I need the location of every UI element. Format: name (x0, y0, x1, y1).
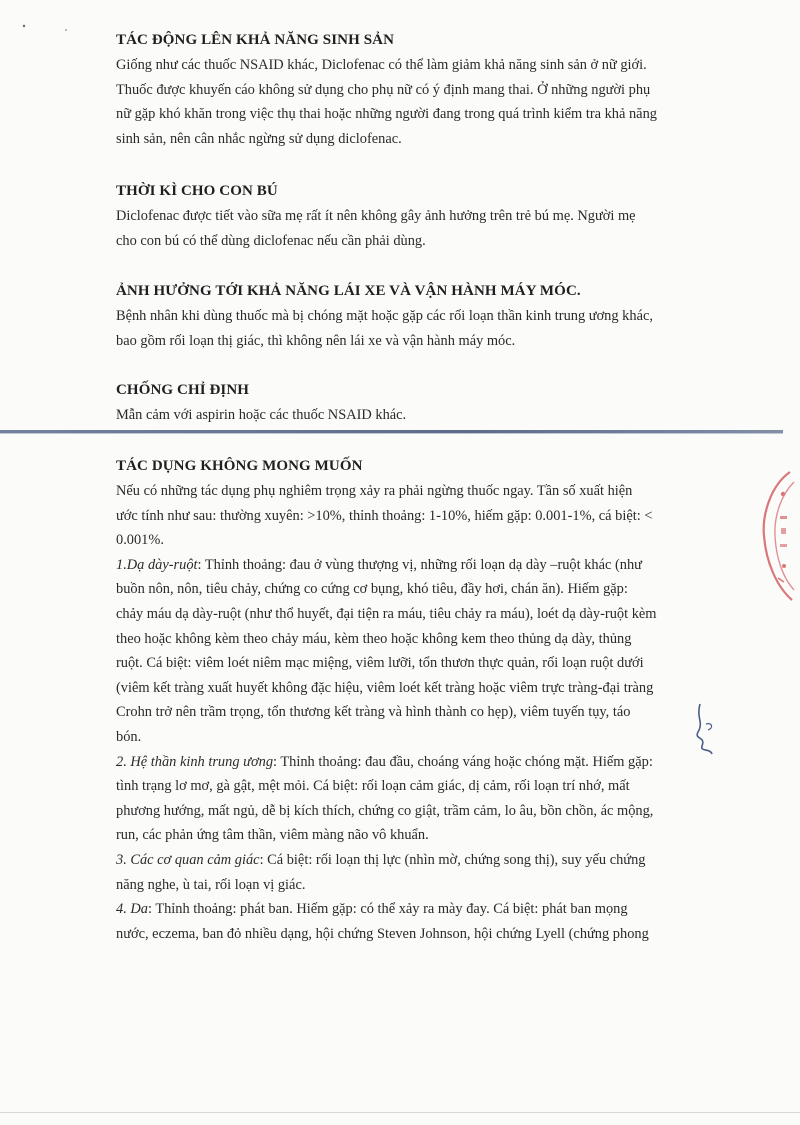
line-text: run, các phản ứng tâm thần, viêm màng não vô khuẩn. (116, 827, 429, 844)
line-text: Nếu có những tác dụng phụ nghiêm trọng xảy ra phải ngừng thuốc ngay. Tần số xuất hiện (116, 483, 633, 499)
text-line (116, 823, 684, 848)
line-text: bón. (116, 728, 142, 745)
section-heading: TÁC ĐỘNG LÊN KHẢ NĂNG SINH SẢN (116, 32, 395, 48)
text-line (116, 774, 684, 799)
text-line (116, 750, 684, 775)
text-line (116, 577, 684, 602)
section-heading: CHỐNG CHỈ ĐỊNH (116, 382, 250, 398)
text-line (116, 700, 684, 725)
section-heading: THỜI KÌ CHO CON BÚ (116, 183, 278, 199)
text-line (116, 897, 684, 922)
text-line: Diclofenac được tiết vào sữa mẹ rất ít nên không gây ảnh hưởng trên trẻ bú mẹ. Người mẹ (116, 208, 636, 224)
line-text: (viêm kết tràng xuất huyết không đặc hiệu, viêm loét kết tràng hoặc viêm trực tràng-đại tràng (116, 679, 654, 696)
line-text: tình trạng lơ mơ, gà gật, mệt mỏi. Cá biệt: rối loạn cảm giác, dị cảm, rối loạn trí nhớ, mất (116, 778, 630, 795)
signature-icon (686, 700, 720, 760)
line-text: phương hướng, mất ngủ, dễ bị kích thích, chứng co giật, trầm cảm, lo âu, bồn chồn, ác mộng, (116, 802, 654, 819)
text-line (116, 725, 684, 750)
line-text: ruột. Cá biệt: viêm loét niêm mạc miệng, viêm lưỡi, tổn thươn thực quản, rối loạn ruột dưới (116, 655, 644, 672)
scan-speck-icon (18, 18, 78, 48)
line-text: chảy máu dạ dày-ruột (như thổ huyết, đại tiện ra máu, tiêu chảy ra máu), loét dạ dày-ruột kèm (116, 605, 657, 622)
line-text: : Thỉnh thoảng: đau đầu, choáng váng hoặc chóng mặt. Hiếm gặp: (273, 753, 653, 770)
line-text: buồn nôn, nôn, tiêu chảy, chứng co cứng cơ bụng, khó tiêu, đầy hơi, chán ăn). Hiếm gặp: (116, 581, 628, 598)
line-text: : Cá biệt: rối loạn thị lực (nhìn mờ, chứng song thị), suy yếu chứng (259, 851, 646, 868)
section-lactation (116, 181, 684, 253)
line-text: 0.001%. (116, 532, 164, 549)
adverse-lines (116, 479, 684, 946)
page-bottom-edge (0, 1112, 800, 1113)
text-line (116, 922, 684, 947)
section-fertility (116, 30, 684, 151)
text-line: nữ gặp khó khăn trong việc thụ thai hoặc những người đang trong quá trình kiểm tra khả năng (116, 106, 657, 123)
subsection-label: 1.Dạ dày-ruột (116, 556, 198, 573)
text-line: Giống như các thuốc NSAID khác, Diclofenac có thể làm giảm khả năng sinh sản ở nữ giới. (116, 57, 647, 73)
text-line (116, 848, 684, 873)
line-text: Crohn trở nên trầm trọng, tổn thương kết tràng và hình thành co hẹp), viêm tuyến tụy, táo (116, 704, 631, 721)
section-contraindications (116, 380, 684, 428)
text-line (116, 479, 684, 504)
line-text: nước, eczema, ban đỏ nhiều dạng, hội chứng Steven Johnson, hội chứng Lyell (chứng phong (116, 925, 649, 942)
line-text: năng nghe, ù tai, rối loạn vị giác. (116, 876, 306, 893)
text-line (116, 553, 684, 578)
text-line: Bệnh nhân khi dùng thuốc mà bị chóng mặt hoặc gặp các rối loạn thần kinh trung ương khác, (116, 308, 653, 324)
section-heading: ẢNH HƯỞNG TỚI KHẢ NĂNG LÁI XE VÀ VẬN HÀNH MÁY MÓC. (116, 283, 581, 299)
text-line (116, 602, 684, 627)
section-driving (116, 281, 684, 353)
line-text: ước tính như sau: thường xuyên: >10%, thỉnh thoảng: 1-10%, hiếm gặp: 0.001-1%, cá biệt: < (116, 507, 653, 524)
text-line (116, 873, 684, 898)
text-line: sinh sản, nên cân nhắc ngừng sử dụng diclofenac. (116, 130, 402, 147)
text-line (116, 528, 684, 553)
text-line: cho con bú có thể dùng diclofenac nếu cần phải dùng. (116, 232, 426, 249)
section-heading: TÁC DỤNG KHÔNG MONG MUỐN (116, 458, 363, 474)
text-line: Thuốc được khuyến cáo không sử dụng cho phụ nữ có ý định mang thai. Ở những người phụ (116, 81, 651, 98)
line-text: : Thỉnh thoảng: đau ở vùng thượng vị, những rối loạn dạ dày –ruột khác (như (197, 556, 642, 573)
subsection-label: 3. Các cơ quan cảm giác (116, 851, 260, 868)
text-line (116, 504, 684, 529)
line-text: : Thỉnh thoảng: phát ban. Hiếm gặp: có thể xảy ra mày đay. Cá biệt: phát ban mọng (147, 901, 628, 918)
text-line (116, 627, 684, 652)
text-line (116, 799, 684, 824)
page-divider-shadow (0, 433, 783, 434)
text-line (116, 676, 684, 701)
line-text: theo hoặc không kèm theo chảy máu, kèm theo hoặc không kem theo thủng dạ dày, thủng (116, 630, 632, 647)
text-line: bao gồm rối loạn thị giác, thì không nên lái xe và vận hành máy móc. (116, 332, 516, 349)
text-line: Mẫn cảm với aspirin hoặc các thuốc NSAID khác. (116, 407, 407, 423)
text-line (116, 651, 684, 676)
stamp-icon (756, 466, 796, 606)
subsection-label: 4. Da (116, 901, 148, 918)
subsection-label: 2. Hệ thần kinh trung ương (116, 753, 274, 770)
section-adverse-effects (116, 456, 684, 946)
